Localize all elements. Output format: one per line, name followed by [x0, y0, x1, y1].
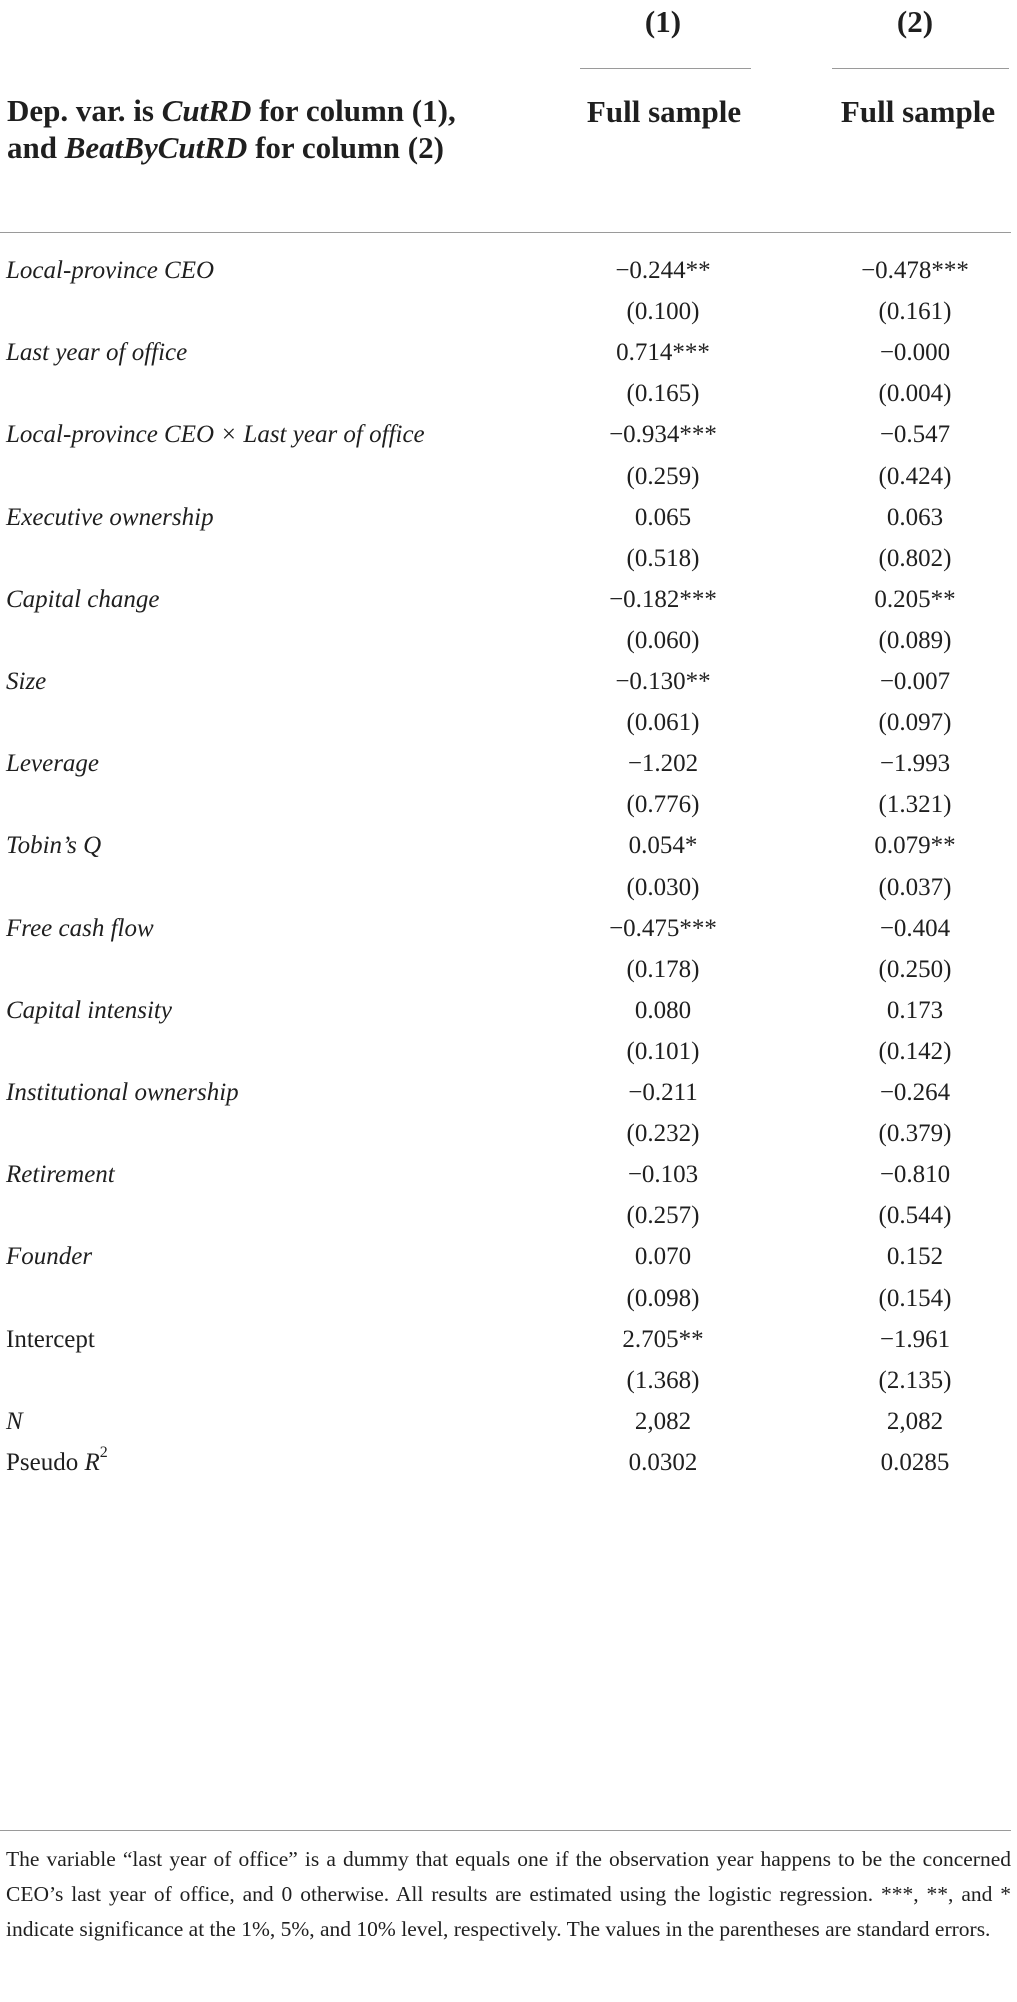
- row-label: Local-province CEO: [6, 257, 215, 284]
- column-1-value: 0.070: [634, 1243, 692, 1271]
- row-label-r: R: [84, 1448, 100, 1476]
- column-2-value: 0.079**: [874, 832, 956, 860]
- row-label-base: Pseudo: [6, 1448, 85, 1476]
- column-1-number: (1): [644, 4, 682, 39]
- column-1-value: (1.368): [626, 1366, 700, 1394]
- table-row: [0, 1437, 1017, 1489]
- row-label: N: [6, 1407, 23, 1435]
- table-footnote: The variable “last year of office” is a dummy that equals one if the observation year happens to be the concerned CEO’s last year of office, and 0 otherwise. All results are estimated using the logistic regression. ***, **, and * indicate significance at the 1%, 5%, and 10% level, respectively. The values in the parentheses are standard errors.: [6, 1847, 1011, 1941]
- column-1-value: −0.182***: [609, 585, 717, 613]
- depvar-beatbycutrd: BeatByCutRD: [64, 130, 248, 165]
- column-1-value: 2.705**: [622, 1325, 704, 1353]
- row-label: Leverage: [6, 750, 100, 778]
- column-1-value: −0.475***: [609, 914, 717, 942]
- column-1-value: 0.714***: [616, 339, 710, 367]
- dependent-variable-header: [7, 92, 487, 166]
- row-label: Free cash flow: [6, 914, 154, 942]
- column-2-value: −1.961: [879, 1325, 951, 1353]
- column-2-value: −0.007: [879, 668, 951, 695]
- column-2-value: −0.000: [879, 339, 951, 367]
- column-2-value: (0.037): [878, 873, 952, 901]
- column-1-value: (0.060): [626, 626, 700, 654]
- column-1-rule: [580, 68, 751, 69]
- column-2-value: 0.063: [886, 503, 944, 531]
- column-1-value: −0.103: [627, 1161, 699, 1189]
- column-2-value: (0.424): [878, 462, 952, 490]
- header-divider: [0, 232, 1011, 233]
- column-1-value: −0.934***: [609, 421, 717, 449]
- column-1-value: (0.178): [626, 955, 700, 983]
- row-label: [6, 1437, 108, 1489]
- column-2-value: (0.544): [878, 1202, 952, 1230]
- column-1-value: (0.518): [626, 544, 700, 572]
- row-label: Capital intensity: [6, 996, 172, 1024]
- column-1-value: 2,082: [634, 1407, 692, 1435]
- column-1-value: (0.232): [626, 1120, 700, 1148]
- depvar-cutrd: CutRD: [161, 93, 252, 128]
- column-2-value: (0.097): [878, 709, 952, 737]
- column-2-sample: Full sample: [840, 94, 996, 129]
- column-1-value: (0.101): [626, 1037, 700, 1065]
- row-label: Size: [6, 668, 47, 695]
- column-1-value: −0.244**: [615, 257, 711, 284]
- column-2-value: (0.142): [878, 1037, 952, 1065]
- row-label: Local-province CEO × Last year of office: [6, 421, 425, 449]
- table-bottom-rule: [0, 1830, 1011, 1831]
- row-label: Intercept: [6, 1325, 95, 1353]
- column-1-value: (0.030): [626, 873, 700, 901]
- column-2-value: −0.810: [879, 1161, 951, 1189]
- column-2-value: (0.802): [878, 544, 952, 572]
- column-1-sample: Full sample: [586, 94, 742, 129]
- column-1-value: −0.211: [628, 1079, 698, 1106]
- depvar-prefix: Dep. var. is: [7, 93, 162, 128]
- column-1-value: −0.130**: [615, 668, 711, 695]
- row-label: Last year of office: [6, 339, 188, 367]
- column-2-rule: [832, 68, 1009, 69]
- column-2-value: 0.205**: [874, 585, 956, 613]
- column-2-value: 0.152: [886, 1243, 944, 1271]
- column-1-value: 0.0302: [628, 1448, 698, 1476]
- depvar-suffix: for column (2): [247, 130, 444, 165]
- column-1-value: 0.080: [634, 996, 692, 1024]
- column-2-value: 0.0285: [880, 1448, 950, 1476]
- row-label: Executive ownership: [6, 503, 214, 531]
- column-2-value: (0.004): [878, 380, 952, 408]
- column-1-value: 0.065: [634, 503, 692, 531]
- column-1-value: (0.165): [626, 380, 700, 408]
- column-2-value: 2,082: [886, 1407, 944, 1435]
- row-label: Institutional ownership: [6, 1079, 239, 1106]
- column-2-value: (0.161): [878, 298, 952, 326]
- row-label: Founder: [6, 1243, 93, 1271]
- column-2-value: (0.250): [878, 955, 952, 983]
- row-label: Capital change: [6, 585, 160, 613]
- column-2-value: (0.089): [878, 626, 952, 654]
- column-1-value: −1.202: [627, 750, 699, 778]
- column-2-number: (2): [896, 4, 934, 39]
- column-2-value: −0.547: [879, 421, 951, 449]
- row-label: Retirement: [6, 1161, 115, 1189]
- column-1-value: 0.054*: [628, 832, 698, 860]
- column-2-value: (0.154): [878, 1284, 952, 1312]
- column-1-value: (0.259): [626, 462, 700, 490]
- column-2-value: (1.321): [878, 791, 952, 819]
- row-label-superscript: 2: [99, 1443, 108, 1461]
- column-1-value: (0.061): [626, 709, 700, 737]
- column-2-value: −0.404: [879, 914, 951, 942]
- column-2-value: 0.173: [886, 996, 944, 1024]
- column-2-value: −1.993: [879, 750, 951, 778]
- column-1-value: (0.098): [626, 1284, 700, 1312]
- column-1-value: (0.776): [626, 791, 700, 819]
- column-2-value: (0.379): [878, 1120, 952, 1148]
- column-1-value: (0.257): [626, 1202, 700, 1230]
- depvar-middle: for column (1), and: [7, 93, 456, 165]
- column-2-value: −0.264: [879, 1079, 951, 1106]
- column-2-value: −0.478***: [861, 257, 969, 284]
- column-2-value: (2.135): [878, 1366, 952, 1394]
- column-1-value: (0.100): [626, 298, 700, 326]
- row-label: Tobin’s Q: [6, 832, 102, 860]
